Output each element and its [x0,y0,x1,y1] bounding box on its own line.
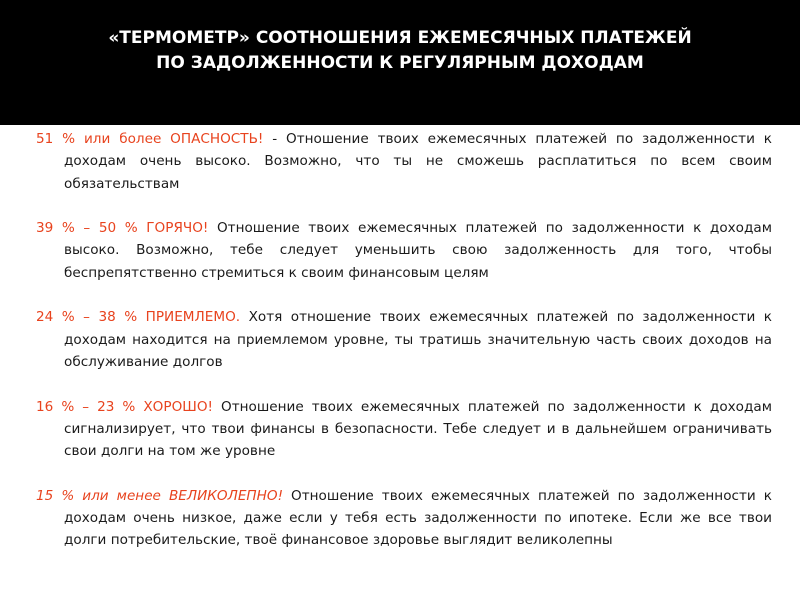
title-banner [0,0,800,125]
level-danger [36,128,772,195]
level-hot-text: Отношение твоих ежемесячных платежей по задолженности к доходам высоко. Возможно, тебе следует уменьшить свою задолженность для того, чтобы беспрепятственно стремиться к своим финансовым целям [64,220,772,281]
level-hot [36,217,772,284]
title-line-1: «ТЕРМОМЕТР» СООТНОШЕНИЯ ЕЖЕМЕСЯЧНЫХ ПЛАТЕЖЕЙ [108,28,692,48]
level-good [36,396,772,463]
level-acceptable-text: Хотя отношение твоих ежемесячных платежей по задолженности к доходам находится на приемлемом уровне, ты тратишь значительную часть своих доходов на обслуживание долгов [64,309,772,370]
level-danger-text: - Отношение твоих ежемесячных платежей по задолженности к доходам очень высоко. Возможно, что ты не сможешь расплатиться по всем своим обязательствам [64,131,772,192]
level-hot-label: 39 % – 50 % ГОРЯЧО! [36,220,209,237]
level-good-label: 16 % – 23 % ХОРОШО! [36,398,213,415]
level-acceptable-label: 24 % – 38 % ПРИЕМЛЕМО. [36,309,241,326]
level-excellent-text: Отношение твоих ежемесячных платежей по задолженности к доходам очень низкое, даже если у тебя есть задолженности по ипотеке. Если же все твои долги потребительские, твоё финансовое здоровье выглядит великолепны [64,487,772,549]
level-danger-label: 51 % или более ОПАСНОСТЬ! [36,131,264,147]
level-acceptable [36,306,772,373]
level-excellent [36,485,772,552]
level-good-text: Отношение твоих ежемесячных платежей по задолженности к доходам сигнализирует, что твои финансы в безопасности. Тебе следует и в дальнейшем ограничивать свои долги на том же уровне [64,398,772,460]
content-body [36,128,772,552]
level-excellent-label: 15 % или менее ВЕЛИКОЛЕПНО! [36,487,284,504]
title-line-2: ПО ЗАДОЛЖЕННОСТИ К РЕГУЛЯРНЫМ ДОХОДАМ [156,53,644,73]
